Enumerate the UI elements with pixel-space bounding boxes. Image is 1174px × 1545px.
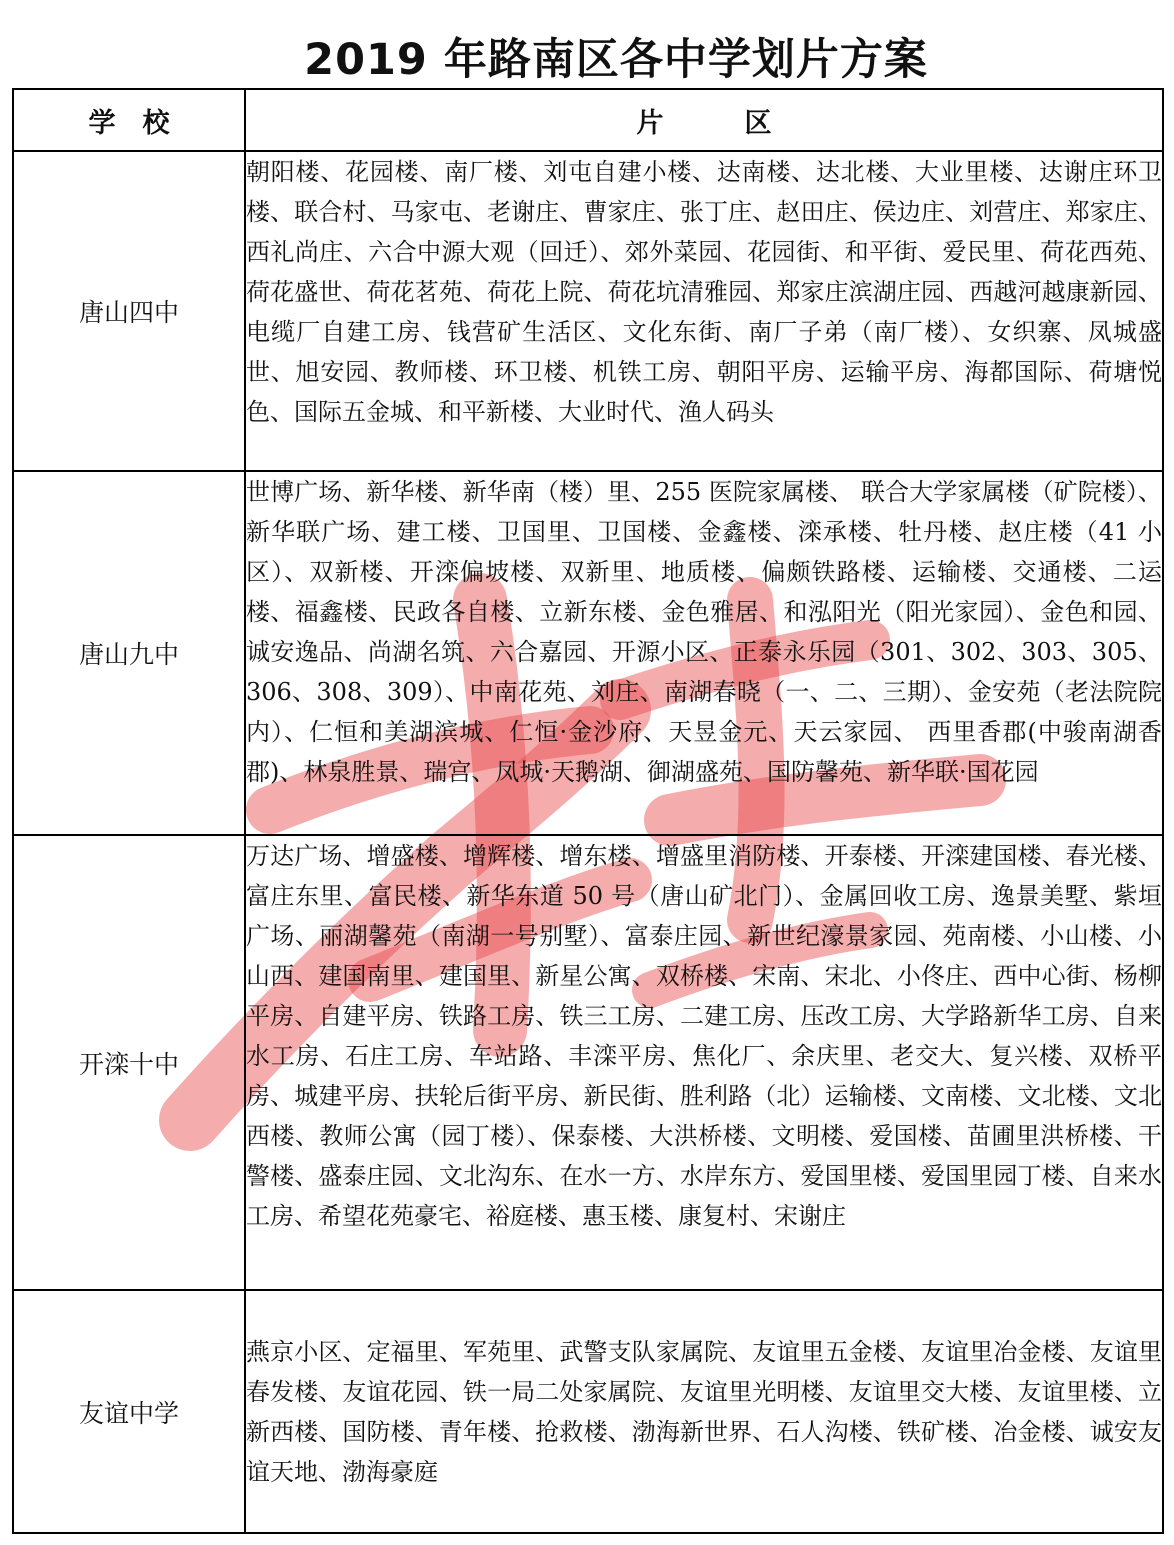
school-name: 唐山四中: [13, 151, 245, 471]
table-row: [13, 835, 1163, 1290]
district-list: 世博广场、新华楼、新华南（楼）里、255 医院家属楼、 联合大学家属楼（矿院楼）、新华联广场、建工楼、卫国里、卫国楼、金鑫楼、滦承楼、牡丹楼、赵庄楼（41 小区）、双新楼、开滦偏坡楼、双新里、地质楼、偏颇铁路楼、运输楼、交通楼、二运楼、福鑫楼、民政各自楼、立新东楼、金色雅居、和泓阳光（阳光家园）、金色和园、诚安逸品、尚湖名筑、六合嘉园、开源小区、正泰永乐园（301、302、303、305、306、308、309）、中南花苑、刘庄、南湖春晓（一、二、三期）、金安苑（老法院院内）、仁恒和美湖滨城、仁恒·金沙府、天昱金元、天云家园、 西里香郡(中骏南湖香郡)、林泉胜景、瑞宫、凤城·天鹅湖、御湖盛苑、国防馨苑、新华联·国花园: [245, 471, 1163, 835]
table-header-row: [13, 89, 1163, 151]
header-school: 学 校: [13, 89, 245, 151]
school-name: 友谊中学: [13, 1290, 245, 1533]
table-row: [13, 1290, 1163, 1533]
district-list: 万达广场、增盛楼、增辉楼、增东楼、增盛里消防楼、开泰楼、开滦建国楼、春光楼、富庄东里、富民楼、新华东道 50 号（唐山矿北门）、金属回收工房、逸景美墅、紫垣广场、丽湖馨苑（南湖一号别墅）、富泰庄园、新世纪濠景家园、苑南楼、小山楼、小山西、建国南里、建国里、新星公寓、双桥楼、宋南、宋北、小佟庄、西中心街、杨柳平房、自建平房、铁路工房、铁三工房、二建工房、压改工房、大学路新华工房、自来水工房、石庄工房、车站路、丰滦平房、焦化厂、余庆里、老交大、复兴楼、双桥平房、城建平房、扶轮后街平房、新民街、胜利路（北）运输楼、文南楼、文北楼、文北西楼、教师公寓（园丁楼）、保泰楼、大洪桥楼、文明楼、爱国楼、苗圃里洪桥楼、干警楼、盛泰庄园、文北沟东、在水一方、水岸东方、爱国里楼、爱国里园丁楼、自来水工房、希望花苑豪宅、裕庭楼、惠玉楼、康复村、宋谢庄: [245, 835, 1163, 1290]
district-list: 朝阳楼、花园楼、南厂楼、刘屯自建小楼、达南楼、达北楼、大业里楼、达谢庄环卫楼、联合村、马家屯、老谢庄、曹家庄、张丁庄、赵田庄、侯边庄、刘营庄、郑家庄、西礼尚庄、六合中源大观（回迁）、郊外菜园、花园街、和平街、爱民里、荷花西苑、荷花盛世、荷花茗苑、荷花上院、荷花坑清雅园、郑家庄滨湖庄园、西越河越康新园、电缆厂自建工房、钱营矿生活区、文化东街、南厂子弟（南厂楼）、女织寨、凤城盛世、旭安园、教师楼、环卫楼、机铁工房、朝阳平房、运输平房、海都国际、荷塘悦色、国际五金城、和平新楼、大业时代、渔人码头: [245, 151, 1163, 471]
school-name: 开滦十中: [13, 835, 245, 1290]
school-name: 唐山九中: [13, 471, 245, 835]
header-area: 片 区: [245, 89, 1163, 151]
table-row: [13, 471, 1163, 835]
district-list: 燕京小区、定福里、军苑里、武警支队家属院、友谊里五金楼、友谊里冶金楼、友谊里春发楼、友谊花园、铁一局二处家属院、友谊里光明楼、友谊里交大楼、友谊里楼、立新西楼、国防楼、青年楼、抢救楼、渤海新世界、石人沟楼、铁矿楼、冶金楼、诚安友谊天地、渤海豪庭: [245, 1290, 1163, 1533]
zoning-table: [12, 88, 1164, 1534]
table-row: [13, 151, 1163, 471]
page-title: 2019 年路南区各中学划片方案: [304, 35, 928, 85]
